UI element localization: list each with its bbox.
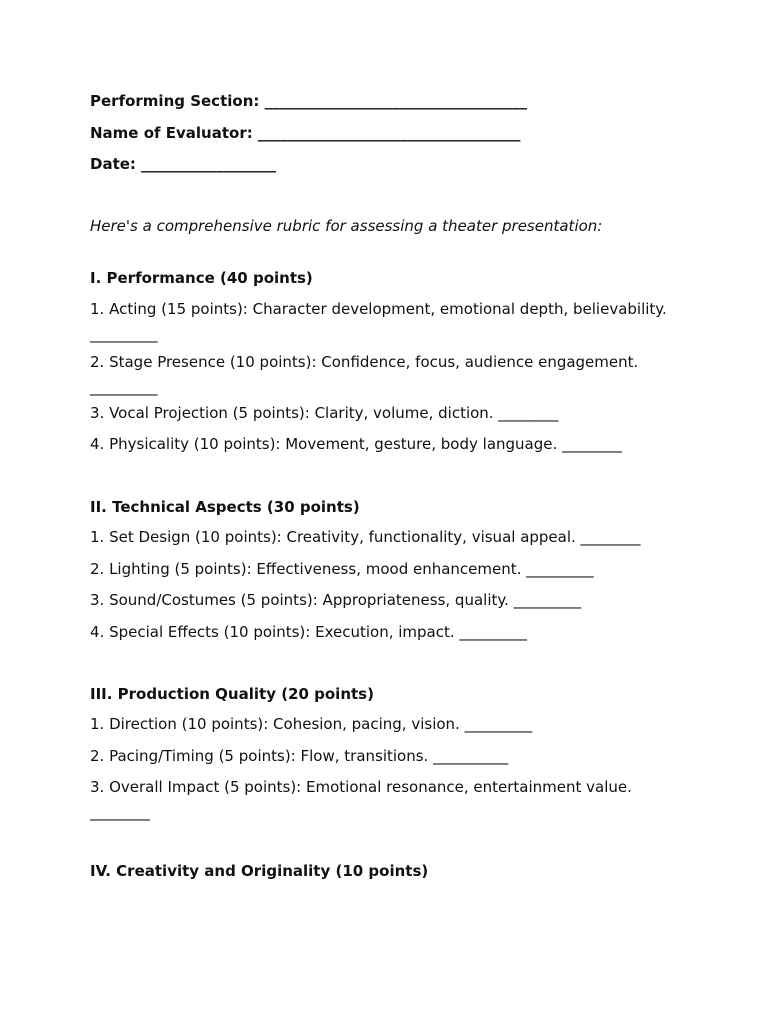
section-title-production: III. Production Quality (20 points)	[90, 685, 374, 703]
rubric-item: 2. Lighting (5 points): Effectiveness, mood enhancement. _________	[90, 560, 594, 578]
section-title-performance: I. Performance (40 points)	[90, 269, 313, 287]
evaluator-name-field: Name of Evaluator: ___________________________________	[90, 124, 521, 142]
score-blank: _________	[90, 325, 158, 343]
score-blank: ________	[90, 803, 150, 821]
date-field: Date: __________________	[90, 155, 277, 173]
rubric-item: 1. Direction (10 points): Cohesion, pacing, vision. _________	[90, 715, 533, 733]
rubric-item: 3. Sound/Costumes (5 points): Appropriateness, quality. _________	[90, 591, 582, 609]
rubric-item: 2. Pacing/Timing (5 points): Flow, transitions. __________	[90, 747, 509, 765]
rubric-item: 4. Physicality (10 points): Movement, gesture, body language. ________	[90, 435, 623, 453]
intro-text: Here's a comprehensive rubric for assessing a theater presentation:	[90, 217, 603, 235]
rubric-item: 3. Vocal Projection (5 points): Clarity, volume, diction. ________	[90, 404, 559, 422]
rubric-item: 1. Acting (15 points): Character development, emotional depth, believability.	[90, 300, 667, 318]
section-title-technical: II. Technical Aspects (30 points)	[90, 498, 360, 516]
rubric-item: 1. Set Design (10 points): Creativity, functionality, visual appeal. ________	[90, 528, 641, 546]
rubric-item: 2. Stage Presence (10 points): Confidence, focus, audience engagement.	[90, 353, 639, 371]
score-blank: _________	[90, 378, 158, 396]
rubric-item: 3. Overall Impact (5 points): Emotional resonance, entertainment value.	[90, 778, 632, 796]
rubric-item: 4. Special Effects (10 points): Execution, impact. _________	[90, 623, 527, 641]
section-title-creativity: IV. Creativity and Originality (10 points)	[90, 862, 429, 880]
performing-section-field: Performing Section: ___________________________________	[90, 92, 528, 110]
